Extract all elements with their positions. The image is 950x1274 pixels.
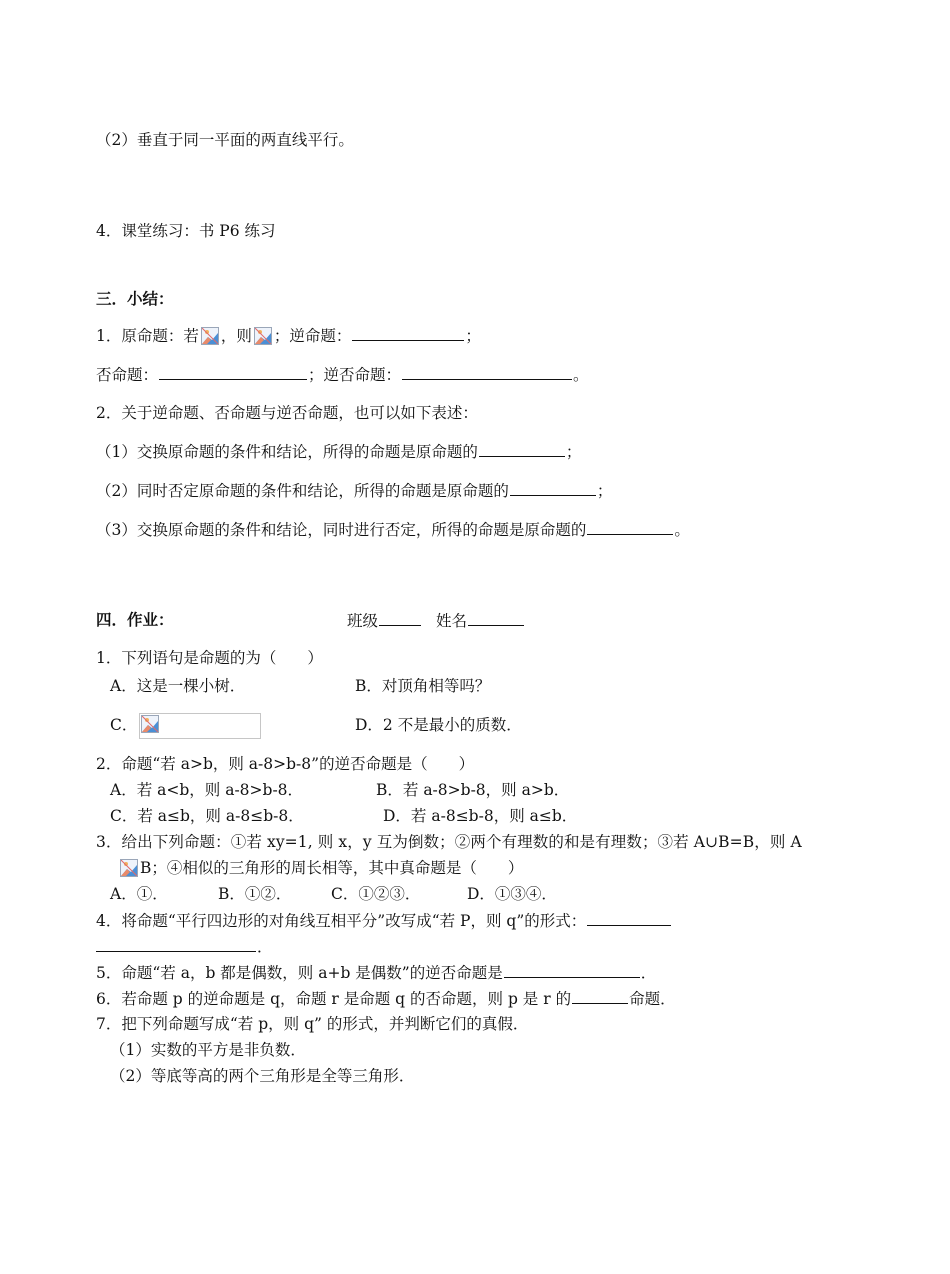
text: ； — [596, 482, 613, 500]
q3-option-c: C．①②③． — [331, 885, 421, 903]
class-label: 班级 — [347, 612, 379, 630]
question-4 — [96, 910, 672, 931]
question-3: 3．给出下列命题：①若 xy=1, 则 x，y 互为倒数；②两个有理数的和是有理数；③若 A∪B=B，则 A — [96, 833, 802, 851]
text: （1）交换原命题的条件和结论，所得的命题是原命题的 — [96, 443, 478, 461]
question-5 — [96, 962, 656, 983]
question-1: 1．下列语句是命题的为（ ） — [96, 649, 323, 667]
q3-option-b: B．①②． — [218, 885, 292, 903]
q2-option-a: A．若 a<b，则 a-8>b-8． — [110, 781, 304, 799]
text: 命题． — [629, 990, 676, 1008]
text: B；④相似的三角形的周长相等，其中真命题是（ ） — [140, 859, 524, 877]
broken-image-icon — [120, 859, 138, 877]
class-name-line — [347, 610, 525, 631]
answer-blank — [587, 519, 673, 535]
answer-blank — [479, 441, 565, 457]
text: 。 — [674, 521, 690, 539]
text: 6．若命题 p 的逆命题是 q，命题 r 是命题 q 的否命题，则 p 是 r 的 — [96, 990, 572, 1008]
section-homework-heading: 四．作业： — [96, 610, 174, 629]
answer-blank — [352, 325, 464, 341]
answer-blank — [572, 988, 628, 1004]
text: 1．原命题：若 — [96, 327, 199, 345]
summary-line-4 — [96, 441, 581, 462]
text: 否命题： — [96, 366, 159, 384]
text: ； — [565, 443, 582, 461]
text: ； — [465, 327, 481, 345]
question-7: 7．把下列命题写成“若 p，则 q” 的形式，并判断它们的真假． — [96, 1015, 529, 1033]
option-image-frame — [139, 713, 261, 739]
text: ；逆命题： — [273, 327, 352, 345]
answer-blank — [402, 364, 572, 380]
question-4-cont — [96, 936, 273, 957]
text: 。 — [573, 366, 589, 384]
text: ． — [257, 938, 273, 956]
q1-option-b: B．对顶角相等吗？ — [355, 677, 491, 695]
q3-option-d: D．①③④． — [467, 885, 557, 903]
answer-blank — [510, 480, 596, 496]
answer-blank — [587, 910, 671, 926]
q1-option-c — [110, 713, 261, 739]
question-3-cont — [120, 858, 523, 878]
q2-option-c: C．若 a≤b，则 a-8≤b-8． — [110, 807, 304, 825]
text: ． — [640, 964, 657, 982]
q1-option-d: D．2 不是最小的质数． — [355, 716, 522, 734]
text: 4．将命题“平行四边形的对角线互相平分”改写成“若 P，则 q”的形式： — [96, 912, 587, 930]
summary-line-6 — [96, 519, 690, 540]
text: （3）交换原命题的条件和结论，同时进行否定，所得的命题是原命题的 — [96, 521, 587, 539]
q2-option-d: D．若 a-8≤b-8，则 a≤b． — [383, 807, 578, 825]
q1-option-a: A．这是一棵小树． — [110, 677, 246, 695]
class-blank — [379, 610, 421, 626]
broken-image-icon — [254, 327, 272, 345]
question-6 — [96, 988, 676, 1009]
text: C． — [110, 716, 138, 734]
summary-line-2 — [96, 364, 589, 385]
answer-blank — [159, 364, 307, 380]
text: ，则 — [220, 327, 252, 345]
answer-blank — [96, 936, 256, 952]
summary-line-1 — [96, 325, 481, 346]
question-2: 2．命题“若 a>b，则 a-8>b-8”的逆否命题是（ ） — [96, 755, 475, 773]
q3-option-a: A．①． — [110, 885, 168, 903]
question-7-part-1: （1）实数的平方是非负数． — [110, 1041, 306, 1059]
name-blank — [468, 610, 524, 626]
section-summary-heading: 三．小结： — [96, 289, 174, 308]
summary-line-5 — [96, 480, 612, 501]
q2-option-b: B．若 a-8>b-8，则 a>b． — [376, 781, 570, 799]
class-exercise-line: 4．课堂练习：书 P6 练习 — [96, 222, 276, 240]
answer-blank — [504, 962, 640, 978]
question-7-part-2: （2）等底等高的两个三角形是全等三角形． — [110, 1067, 415, 1085]
text: ；逆否命题： — [308, 366, 402, 384]
broken-image-icon — [201, 327, 219, 345]
name-label: 姓名 — [436, 612, 468, 630]
text: 5．命题“若 a，b 都是偶数，则 a+b 是偶数”的逆否命题是 — [96, 964, 503, 982]
text: （2）同时否定原命题的条件和结论，所得的命题是原命题的 — [96, 482, 509, 500]
broken-image-icon — [141, 715, 159, 733]
summary-line-3: 2．关于逆命题、否命题与逆否命题，也可以如下表述： — [96, 404, 478, 422]
text-line: （2）垂直于同一平面的两直线平行。 — [96, 131, 354, 149]
